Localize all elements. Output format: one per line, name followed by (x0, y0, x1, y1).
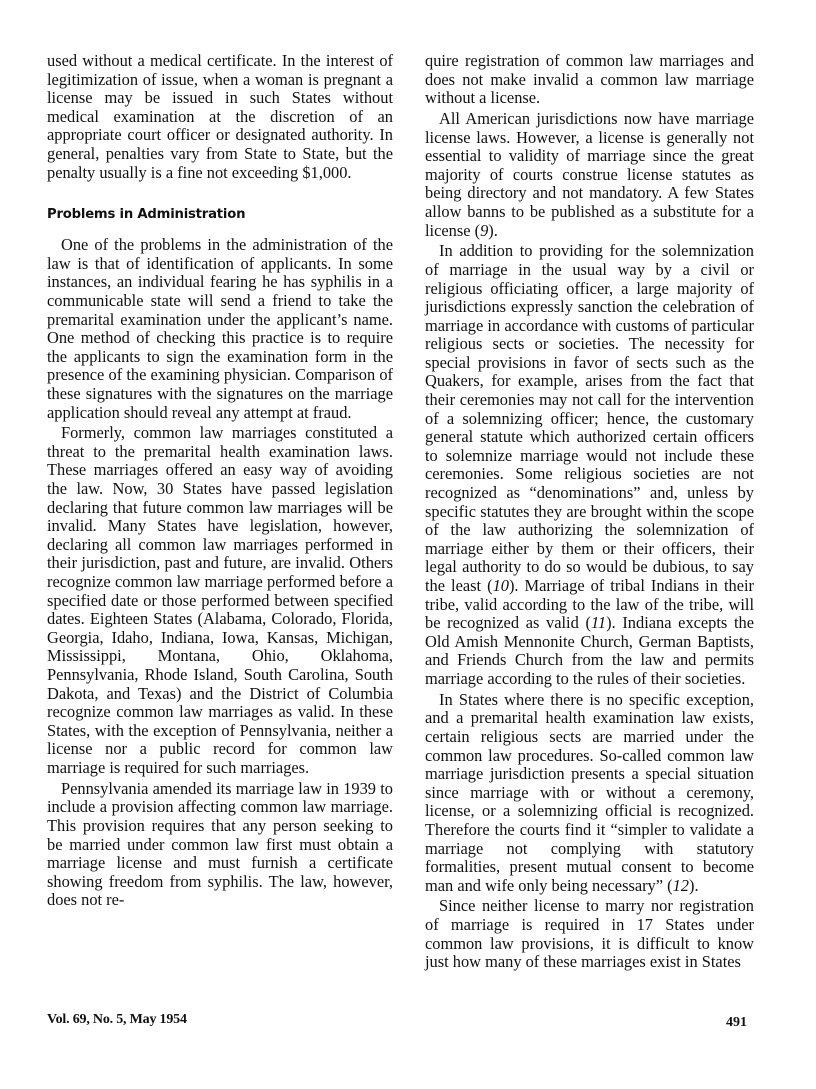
page-number: 491 (726, 1015, 747, 1030)
reference-number: 11 (590, 613, 607, 633)
paragraph-text: ). Marriage of tribal Indians in their tribe, valid according to the law of the tribe, will be recognized as valid ( (425, 576, 754, 633)
right-column (425, 52, 754, 974)
paragraph-text: ). (488, 220, 498, 240)
journal-citation: Vol. 69, No. 5, May 1954 (47, 1012, 187, 1027)
paragraph-text: ). (688, 875, 699, 895)
section-heading: Problems in Administration (47, 207, 246, 223)
left-column (47, 52, 393, 912)
paragraph-continued-right: quire registration of common law marriages and does not make invalid a common law marriage without a license. (425, 51, 754, 108)
paragraph-common-law: Formerly, common law marriages constituted a threat to the premarital health examination laws. These marriages offered an easy way of avoiding the law. Now, 30 States have passed legislation declaring that future common law marriages will be invalid. Many States have legislation, however, declaring all common law marriages performed in their jurisdiction, past and future, are invalid. Others recognize common law marriage performed before a specified date or those performed between specified dates. Eighteen States (Alabama, Colorado, Florida, Georgia, Idaho, Indiana, Iowa, Kansas, Michigan, Mississippi, Montana, Ohio, Oklahoma, Pennsylvania, Rhode Island, South Carolina, South Dakota, and Texas) and the District of Columbia recognize common law marriages as valid. In these States, with the exception of Pennsylvania, neither a license nor a public record for common law marriage is required for such marriages. (47, 423, 393, 777)
paragraph-text: ). Indiana excepts the Old Amish Mennonite Church, German Baptists, and Friends Church from the law and permits marriage according to the rules of their societies. (425, 613, 755, 688)
paragraph-identification: One of the problems in the administration of the law is that of identification of applicants. In some instances, an individual fearing he has syphilis in a communicable state will send a friend to take the premarital examination under the applicant’s name. One method of checking this practice is to require the applicants to sign the examination form in the presence of the examining physician. Comparison of these signatures with the signatures on the marriage application should reveal any attempt at fraud. (47, 235, 393, 422)
paragraph-text: All American jurisdictions now have marriage license laws. However, a license is generally not essential to validity of marriage since the great majority of courts construe license statutes as being directory and not mandatory. A few States allow banns to be published as a substitute for a license ( (425, 108, 754, 240)
paragraph-religious-sects (425, 242, 754, 688)
reference-number: 9 (480, 220, 489, 240)
reference-number: 12 (672, 875, 689, 895)
paragraph-pennsylvania: Pennsylvania amended its marriage law in 1939 to include a provision affecting common law marriage. This provision requires that any person seeking to be married under common law first must obtain a marriage license and must furnish a certificate showing freedom from syphilis. The law, however, does not re- (47, 778, 393, 910)
paragraph-license-laws (425, 110, 754, 240)
reference-number: 10 (492, 576, 509, 595)
paragraph-text: In States where there is no specific exception, and a premarital health examination law exists, certain religious sects are married under the common law procedures. So-called common law marriage jurisdiction presents a special situation since marriage with or without a ceremony, license, or a solemnizing official is recognized. Therefore the courts find it “simpler to validate a marriage not complying with statutory formalities, present mutual consent to become man and wife only being necessary” ( (425, 689, 754, 895)
paragraph-seventeen-states: Since neither license to marry nor registration of marriage is required in 17 States under common law provisions, it is difficult to know just how many of these marriages exist in States (425, 896, 754, 972)
paragraph-text: In addition to providing for the solemnization of marriage in the usual way by a civil or religious officiating officer, a large majority of jurisdictions expressly sanction the celebration of marriage in accordance with customs of particular religious sects or societies. The necessity for special provisions in favor of sects such as the Quakers, for example, arises from the fact that their ceremonies may not call for the intervention of a solemnizing officer; hence, the customary general statute which authorized certain officers to solemnize marriage would not include these ceremonies. Some religious societies are not recognized as “denominations” and, unless by specific statutes they are brought within the scope of the law authorizing the solemnization of marriage either by them or their officers, their legal authority to do so would be dubious, to say the least ( (425, 241, 754, 595)
paragraph-no-exception (425, 691, 754, 896)
paragraph-continued: used without a medical certificate. In the interest of legitimization of issue, when a woman is pregnant a license may be issued in such States without medical examination at the discretion of an appropriate court officer or designated authority. In general, penalties vary from State to State, but the penalty usually is a fine not exceeding $1,000. (47, 51, 393, 182)
page-footer (47, 1012, 747, 1032)
